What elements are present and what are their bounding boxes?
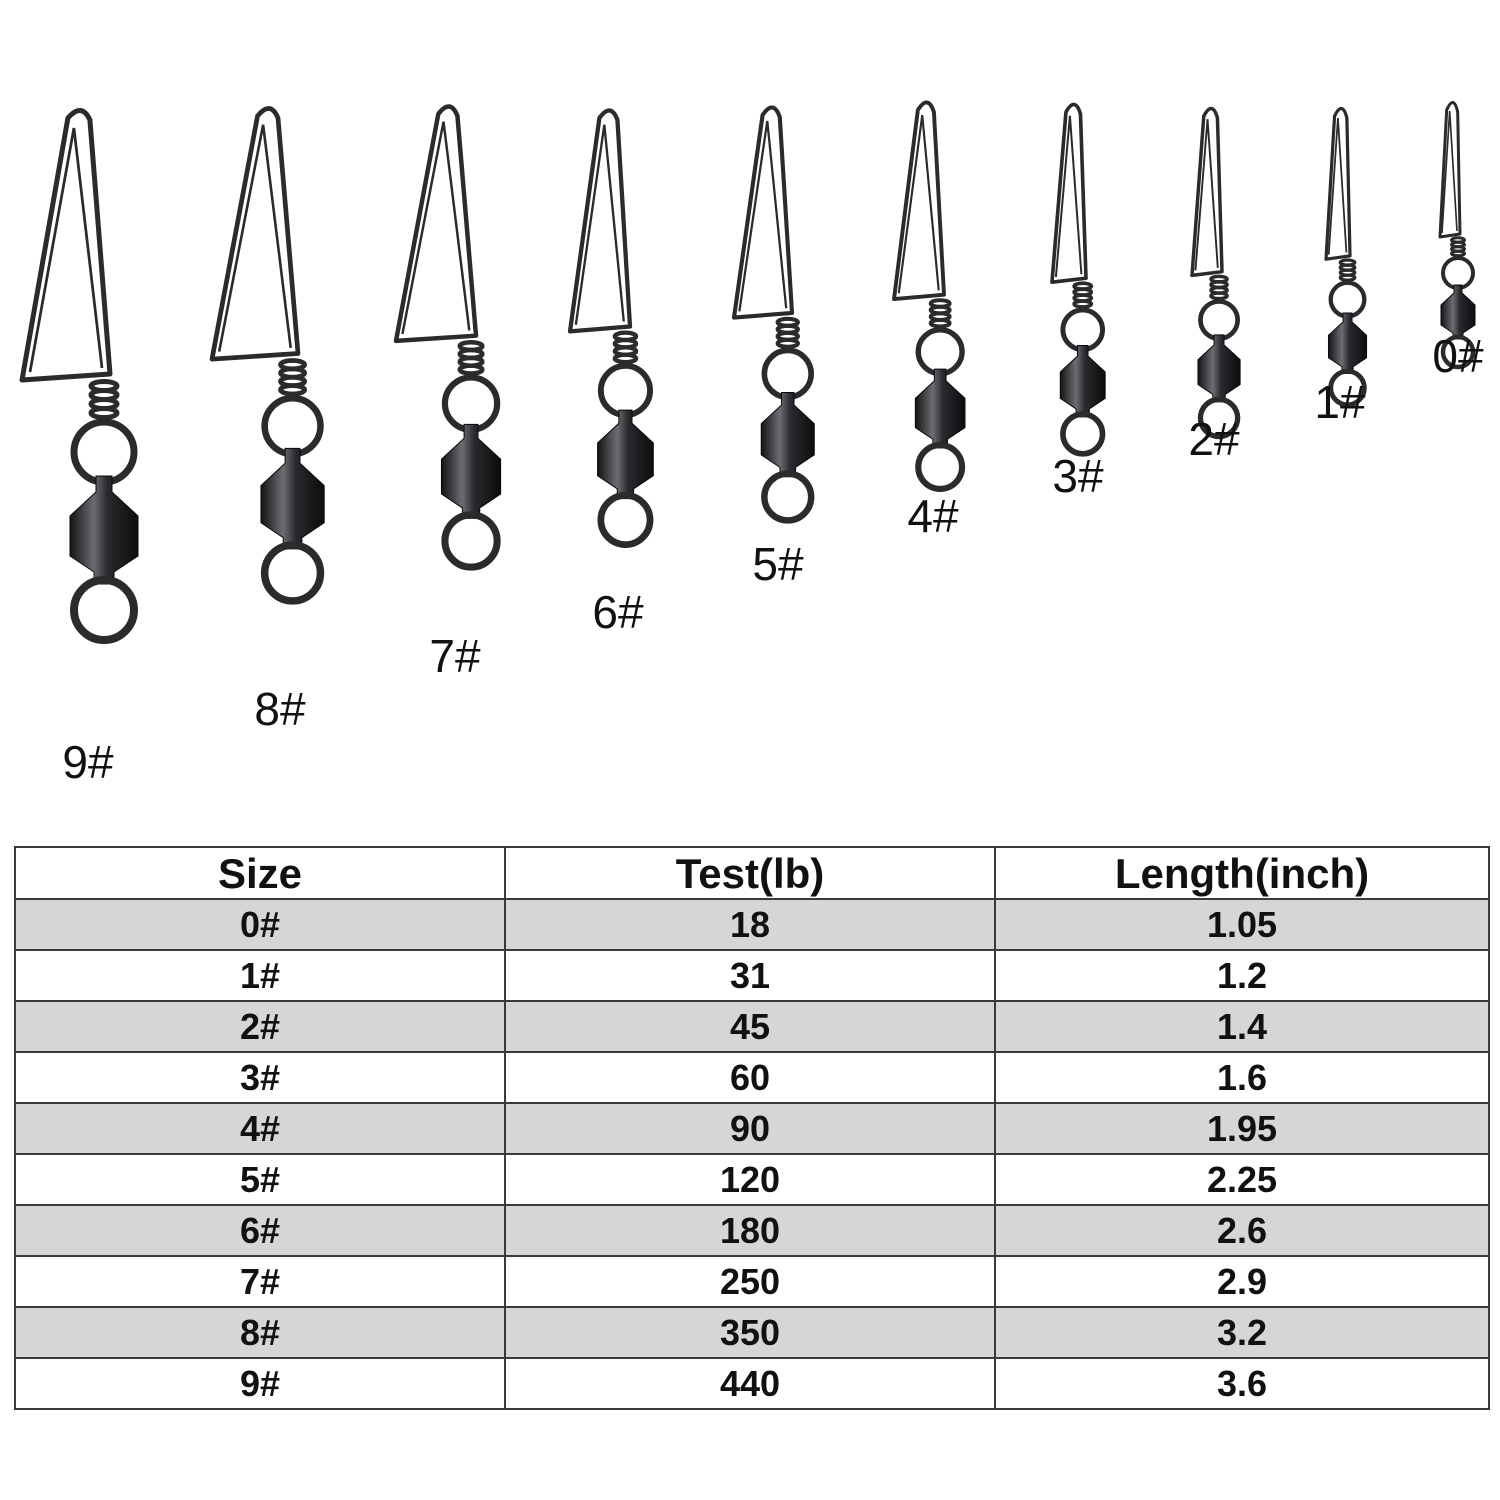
lower-ring xyxy=(1063,414,1103,454)
table-row xyxy=(15,1154,1489,1205)
swivel-size-label: 7# xyxy=(429,630,481,682)
swivel-barrel xyxy=(1198,335,1240,402)
lower-ring xyxy=(265,545,321,601)
swivel-snap-0# xyxy=(1432,102,1484,382)
swivel-barrel xyxy=(261,448,324,548)
swivel-size-label: 9# xyxy=(62,736,114,788)
cell-length: 3.6 xyxy=(995,1358,1489,1409)
table-row xyxy=(15,1358,1489,1409)
column-header-size: Size xyxy=(15,847,505,899)
table-row xyxy=(15,1256,1489,1307)
upper-ring xyxy=(1331,283,1365,317)
cell-length: 1.05 xyxy=(995,899,1489,950)
cell-size: 2# xyxy=(15,1001,505,1052)
cell-test: 90 xyxy=(505,1103,995,1154)
cell-length: 1.95 xyxy=(995,1103,1489,1154)
column-header-test: Test(lb) xyxy=(505,847,995,899)
swivel-size-label: 0# xyxy=(1432,330,1484,382)
cell-test: 60 xyxy=(505,1052,995,1103)
table-row xyxy=(15,1001,1489,1052)
coil-wrap xyxy=(615,355,636,362)
cell-length: 1.6 xyxy=(995,1052,1489,1103)
upper-ring xyxy=(1443,258,1473,288)
lower-ring xyxy=(445,515,497,567)
cell-size: 0# xyxy=(15,899,505,950)
swivel-snap-5# xyxy=(734,107,814,590)
swivel-size-label: 8# xyxy=(254,683,306,735)
table-row xyxy=(15,1052,1489,1103)
table-row xyxy=(15,1103,1489,1154)
swivel-barrel xyxy=(1060,346,1105,417)
table-row xyxy=(15,899,1489,950)
coil-wrap xyxy=(1074,301,1091,307)
cell-length: 2.25 xyxy=(995,1154,1489,1205)
coil-wrap xyxy=(460,366,483,374)
swivel-snap-3# xyxy=(1052,104,1105,502)
swivel-snap-6# xyxy=(570,110,653,638)
upper-ring xyxy=(74,422,134,482)
swivel-snap-4# xyxy=(894,102,965,542)
coil-wrap xyxy=(91,409,117,418)
column-header-length: Length(inch) xyxy=(995,847,1489,899)
coil-wrap xyxy=(778,340,798,347)
cell-size: 9# xyxy=(15,1358,505,1409)
coil-wrap xyxy=(280,386,304,394)
swivel-snap-1# xyxy=(1314,108,1366,428)
swivel-size-label: 4# xyxy=(907,490,959,542)
swivel-barrel xyxy=(1328,313,1366,373)
table-row xyxy=(15,1307,1489,1358)
table-row xyxy=(15,1205,1489,1256)
swivel-snap-9# xyxy=(22,110,138,788)
size-spec-table xyxy=(14,846,1490,1410)
lower-ring xyxy=(601,495,650,544)
swivel-barrel xyxy=(441,424,500,518)
upper-ring xyxy=(1063,310,1103,350)
swivel-snap-7# xyxy=(396,106,501,682)
cell-size: 1# xyxy=(15,950,505,1001)
swivel-barrel xyxy=(598,410,654,499)
cell-test: 180 xyxy=(505,1205,995,1256)
coil-wrap xyxy=(1340,275,1355,280)
upper-ring xyxy=(601,366,650,415)
cell-size: 4# xyxy=(15,1103,505,1154)
table-row xyxy=(15,950,1489,1001)
cell-test: 440 xyxy=(505,1358,995,1409)
swivel-barrel xyxy=(915,369,965,448)
cell-length: 3.2 xyxy=(995,1307,1489,1358)
upper-ring xyxy=(1200,301,1237,338)
cell-length: 1.4 xyxy=(995,1001,1489,1052)
swivel-snap-2# xyxy=(1188,108,1240,465)
cell-size: 7# xyxy=(15,1256,505,1307)
coil-wrap xyxy=(931,320,950,327)
upper-ring xyxy=(445,377,497,429)
table-header-row xyxy=(15,847,1489,899)
cell-test: 350 xyxy=(505,1307,995,1358)
lower-ring xyxy=(918,445,962,489)
coil-wrap xyxy=(1452,251,1465,256)
swivel-size-label: 3# xyxy=(1052,450,1104,502)
swivel-size-label: 1# xyxy=(1314,376,1366,428)
upper-ring xyxy=(918,330,962,374)
coil-wrap xyxy=(1211,293,1227,299)
cell-test: 45 xyxy=(505,1001,995,1052)
swivel-size-label: 6# xyxy=(592,586,644,638)
lower-ring xyxy=(764,474,811,521)
lower-ring xyxy=(74,580,134,640)
cell-size: 3# xyxy=(15,1052,505,1103)
cell-test: 120 xyxy=(505,1154,995,1205)
cell-test: 18 xyxy=(505,899,995,950)
swivel-barrel xyxy=(761,392,814,476)
upper-ring xyxy=(764,350,811,397)
cell-test: 31 xyxy=(505,950,995,1001)
cell-length: 2.6 xyxy=(995,1205,1489,1256)
cell-size: 5# xyxy=(15,1154,505,1205)
swivel-barrel xyxy=(70,476,138,584)
swivel-size-label: 2# xyxy=(1188,413,1240,465)
upper-ring xyxy=(265,398,321,454)
cell-test: 250 xyxy=(505,1256,995,1307)
cell-size: 8# xyxy=(15,1307,505,1358)
cell-length: 1.2 xyxy=(995,950,1489,1001)
swivel-snap-8# xyxy=(212,108,324,735)
cell-size: 6# xyxy=(15,1205,505,1256)
cell-length: 2.9 xyxy=(995,1256,1489,1307)
swivel-size-label: 5# xyxy=(752,538,804,590)
